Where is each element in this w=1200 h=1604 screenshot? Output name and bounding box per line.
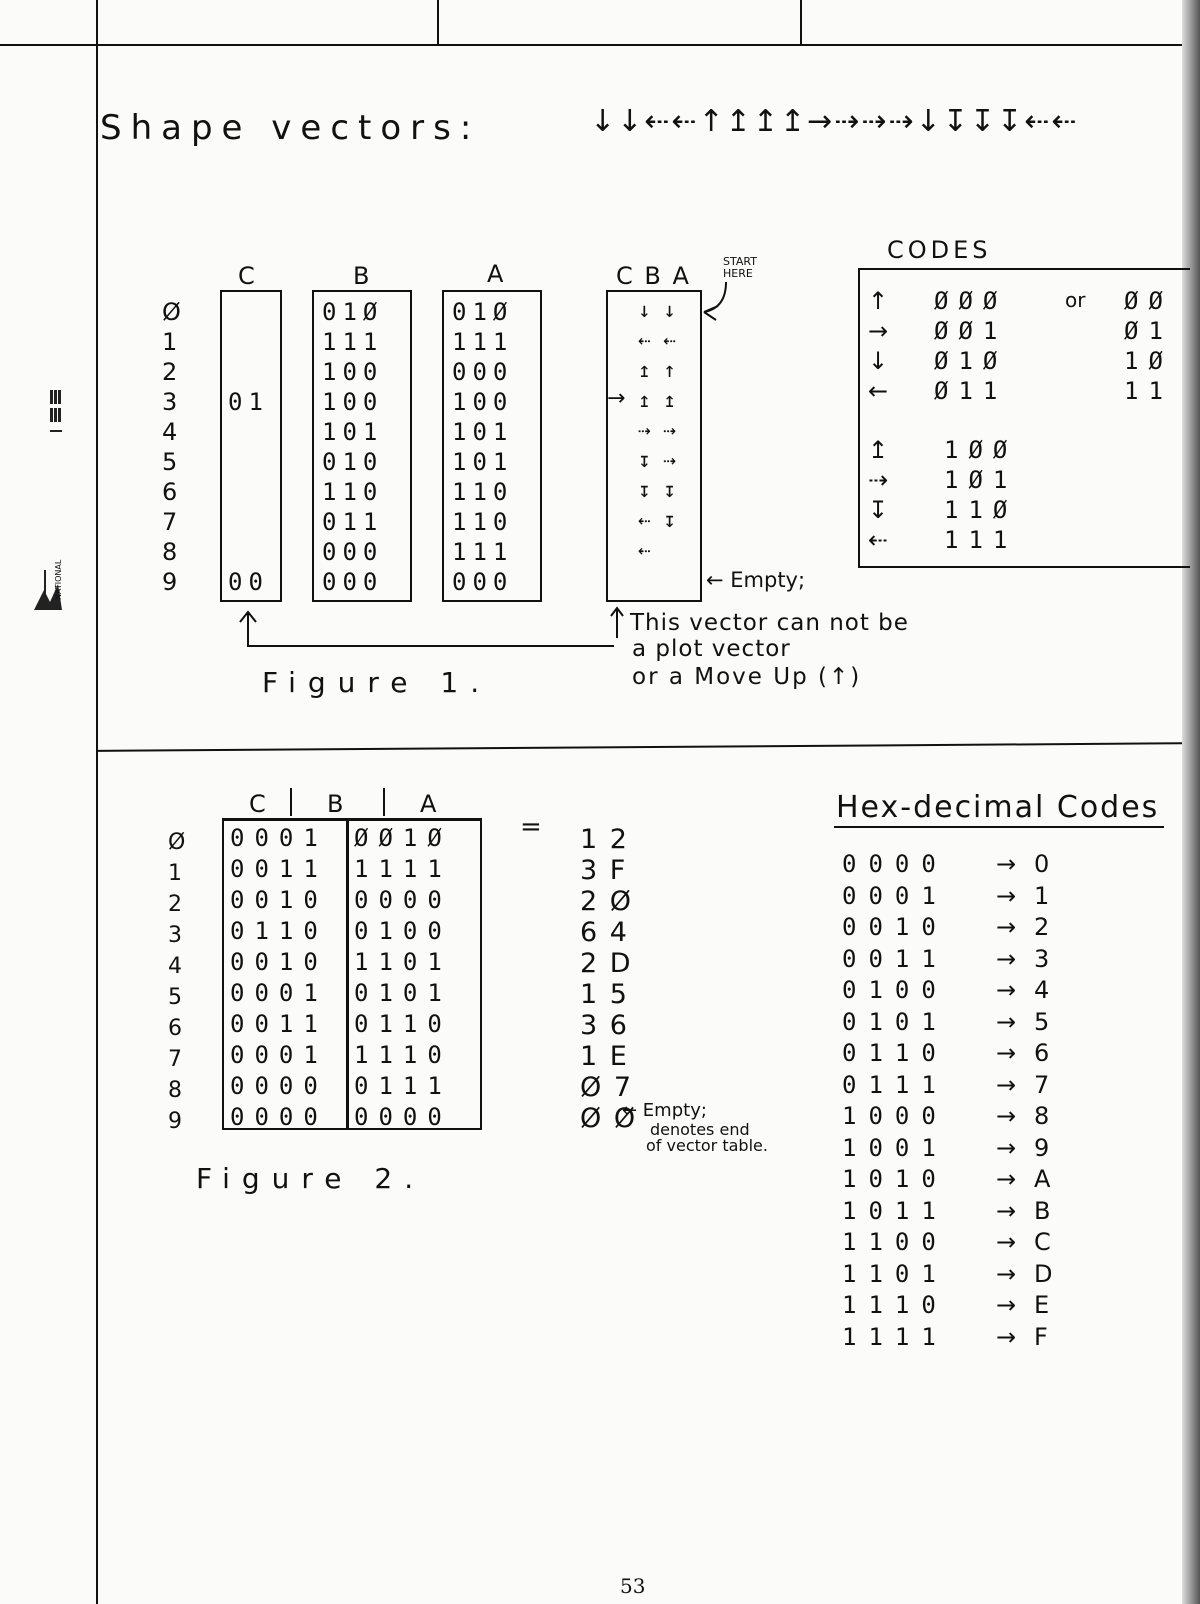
hex-row-hex: 0: [1034, 850, 1050, 878]
fig2-left-cell: 0001: [230, 824, 328, 852]
fig2-left-cell: 0011: [230, 1010, 328, 1038]
hex-row-arrow: →: [996, 1291, 1017, 1319]
fig1-row3-arrow: →: [607, 386, 626, 411]
fig2-hex-value: 2 D: [580, 948, 633, 979]
fig2-equals: =: [520, 812, 542, 842]
fig2-hex-value: 1 E: [580, 1041, 629, 1072]
fig1-col-b-cell: 01Ø: [322, 298, 384, 326]
fig1-col-a-cell: 101: [452, 448, 514, 476]
fig1-col-b-cell: 011: [322, 508, 384, 536]
fig1-col-a-cell: 01Ø: [452, 298, 514, 326]
fig1-row-number: 8: [162, 538, 178, 566]
fig1-col-a-cell: 101: [452, 418, 514, 446]
code-symbol: ⇢: [868, 466, 889, 494]
code-alt-bits: 1Ø: [1124, 347, 1173, 375]
fig2-row-number: 9: [168, 1109, 182, 1134]
fig1-vector-cell: ↧ ⇢: [638, 448, 676, 472]
fig2-hex-value: Ø Ø: [580, 1103, 638, 1134]
hex-row-arrow: →: [996, 1259, 1017, 1288]
code-symbol: ↑: [868, 287, 889, 315]
fig2-right-cell: 1110: [354, 1041, 452, 1069]
fig2-left-cell: 0001: [230, 979, 328, 1007]
hex-row-hex: 2: [1034, 913, 1050, 941]
fig1-col-b-cell: 101: [322, 418, 384, 446]
fig1-vector-cell: ⇠ ⇠: [638, 328, 676, 352]
fig1-col-a-cell: 100: [452, 388, 514, 416]
codes-title: CODES: [887, 236, 992, 264]
fig1-col-a-cell: 000: [452, 358, 514, 386]
fig1-note-3: or a Move Up (↑): [632, 664, 862, 690]
fig2-right-cell: 0000: [354, 886, 452, 914]
fig1-col-b-header: B: [353, 262, 370, 290]
fig2-left-cell: 0001: [230, 1041, 328, 1069]
code-bits: 1Ø1: [944, 466, 1018, 494]
hex-row-hex: 3: [1034, 944, 1050, 973]
hex-row-hex: C: [1034, 1228, 1051, 1256]
hex-row-hex: A: [1034, 1165, 1051, 1193]
fig1-col-a-cell: 110: [452, 478, 514, 506]
fig2-left-cell: 0110: [230, 917, 328, 945]
fig2-header-a: A: [420, 790, 437, 818]
hex-row-arrow: →: [996, 976, 1017, 1004]
hex-row-binary: 0000: [842, 850, 948, 878]
fig2-hex-value: 1 5: [580, 979, 629, 1010]
fig2-right-cell: 0111: [354, 1072, 452, 1100]
fig2-row-number: 5: [168, 985, 182, 1010]
hex-row-arrow: →: [996, 850, 1017, 878]
fig1-start-here: START HERE: [723, 255, 757, 280]
fig1-note-2: a plot vector: [632, 636, 791, 662]
fig2-end-note-1: denotes end: [650, 1120, 750, 1139]
hex-row-binary: 0110: [842, 1039, 948, 1067]
code-symbol: ←: [868, 377, 889, 405]
hex-row-arrow: →: [996, 881, 1017, 910]
fig1-col-c-cell: 00: [228, 568, 269, 596]
fig1-row-number: 3: [162, 388, 178, 416]
fig1-vector-cell: ↥ ↥: [638, 388, 676, 412]
fig2-row-number: 6: [168, 1016, 182, 1041]
fig2-row-number: 4: [168, 954, 182, 979]
fig2-right-cell: ØØ1Ø: [354, 824, 452, 852]
fig2-right-cell: 1111: [354, 855, 452, 883]
fig1-col-b-cell: 100: [322, 358, 384, 386]
hex-row-hex: 6: [1034, 1039, 1050, 1067]
fig2-row-number: 8: [168, 1078, 182, 1103]
fig2-left-cell: 0000: [230, 1103, 328, 1131]
code-symbol: →: [868, 317, 889, 345]
fig1-vector-cell: ↓ ↓: [638, 298, 676, 322]
fig1-col-c-cell: 01: [228, 388, 269, 416]
hex-row-hex: F: [1034, 1322, 1048, 1351]
fig1-col-b-cell: 000: [322, 538, 384, 566]
hex-row-arrow: →: [996, 1102, 1017, 1130]
code-bits: 111: [944, 526, 1018, 554]
fig2-hex-value: 3 F: [580, 855, 628, 886]
hex-row-binary: 0100: [842, 976, 948, 1004]
fig2-hex-value: 2 Ø: [580, 886, 634, 917]
hex-row-binary: 1101: [842, 1259, 948, 1288]
fig1-col-b-cell: 110: [322, 478, 384, 506]
hex-row-binary: 1010: [842, 1165, 948, 1193]
hex-row-hex: 4: [1034, 976, 1050, 1004]
fig1-col-b-cell: 000: [322, 568, 384, 596]
hex-row-binary: 1110: [842, 1291, 948, 1319]
code-bits: 11Ø: [944, 496, 1018, 524]
fig2-right-cell: 1101: [354, 948, 452, 976]
fig1-row-number: 2: [162, 358, 178, 386]
fig1-col-a-header: A: [487, 260, 504, 288]
hex-row-arrow: →: [996, 1165, 1017, 1193]
fig2-hex-value: Ø 7: [580, 1072, 634, 1103]
code-bits: Ø1Ø: [934, 347, 1008, 375]
fig1-empty-note: ← Empty;: [706, 568, 806, 592]
fig2-right-cell: 0100: [354, 917, 452, 945]
hex-row-arrow: →: [996, 944, 1017, 973]
code-bits: Ø11: [934, 377, 1008, 405]
hex-row-binary: 0001: [842, 881, 948, 910]
fig1-vector-cell: ⇠: [638, 538, 651, 562]
hex-row-binary: 1111: [842, 1322, 948, 1351]
hex-row-binary: 0010: [842, 913, 948, 941]
fig1-col-b-cell: 010: [322, 448, 384, 476]
hex-row-hex: 7: [1034, 1070, 1050, 1099]
fig1-col-a-cell: 110: [452, 508, 514, 536]
code-symbol: ↧: [868, 496, 889, 524]
fig1-note-1: This vector can not be: [630, 610, 909, 636]
fig2-header-sep-1: [290, 788, 292, 816]
fig1-row-number: 7: [162, 508, 178, 536]
hex-row-binary: 1011: [842, 1196, 948, 1225]
hex-row-binary: 1001: [842, 1133, 948, 1162]
hex-row-arrow: →: [996, 1133, 1017, 1162]
fig1-row-number: Ø: [162, 298, 181, 326]
fig1-col-c-header: C: [238, 262, 255, 290]
shape-vectors-arrows: ↓↓⇠⇠↑↥↥↥→⇢⇢⇢↓↧↧↧⇠⇠: [590, 104, 1079, 139]
fig1-col-a-cell: 111: [452, 328, 514, 356]
hex-row-binary: 1100: [842, 1228, 948, 1256]
hex-row-hex: E: [1034, 1291, 1050, 1319]
fig1-col-b-cell: 100: [322, 388, 384, 416]
hex-row-hex: 5: [1034, 1007, 1050, 1036]
fig1-vector-cell: ↧ ↧: [638, 478, 676, 502]
fig2-row-number: Ø: [168, 830, 186, 855]
hex-row-binary: 1000: [842, 1102, 948, 1130]
brand-name: NATIONAL: [54, 559, 63, 600]
fig2-row-number: 7: [168, 1047, 182, 1072]
code-bits: ØØØ: [934, 287, 1008, 315]
fig2-header-b: B: [327, 790, 344, 818]
code-symbol: ↥: [868, 436, 889, 464]
fig1-vector-cell: ⇠ ↧: [638, 508, 676, 532]
hex-table-title-underline: [834, 826, 1164, 828]
fig2-right-cell: 0110: [354, 1010, 452, 1038]
hex-row-arrow: →: [996, 1039, 1017, 1067]
fig1-vec-headers: C B A: [616, 262, 691, 290]
fig1-row-number: 1: [162, 328, 178, 356]
hex-row-arrow: →: [996, 1228, 1017, 1256]
fig2-hex-value: 6 4: [580, 917, 629, 948]
fig2-hex-value: 3 6: [580, 1010, 629, 1041]
hex-row-arrow: →: [996, 1322, 1017, 1351]
hex-row-hex: B: [1034, 1196, 1051, 1225]
fig2-header-c: C: [249, 790, 266, 818]
fig2-table-divider: [346, 818, 349, 1130]
fig2-right-cell: 0000: [354, 1103, 452, 1131]
fig2-end-note-2: of vector table.: [646, 1136, 768, 1155]
fig2-row-number: 1: [168, 861, 182, 886]
code-bits: ØØ1: [934, 317, 1008, 345]
fig2-row-number: 2: [168, 892, 182, 917]
code-alt-bits: ØØ: [1124, 287, 1173, 315]
codes-or: or: [1065, 288, 1086, 312]
fig2-left-cell: 0000: [230, 1072, 328, 1100]
fig1-row-number: 6: [162, 478, 178, 506]
hex-row-arrow: →: [996, 1070, 1017, 1099]
code-symbol: ↓: [868, 347, 889, 375]
fig2-header-sep-2: [383, 788, 385, 816]
fig1-vector-cell: ↥ ↑: [638, 358, 676, 382]
hex-row-hex: 1: [1034, 881, 1050, 910]
fig2-table-top: [222, 818, 482, 821]
fig2-right-cell: 0101: [354, 979, 452, 1007]
fig1-vector-cell: ⇢ ⇢: [638, 418, 676, 442]
fig2-left-cell: 0010: [230, 948, 328, 976]
hex-row-arrow: →: [996, 1196, 1017, 1225]
hex-row-arrow: →: [996, 913, 1017, 941]
hex-row-binary: 0111: [842, 1070, 948, 1099]
fig1-col-b-cell: 111: [322, 328, 384, 356]
code-symbol: ⇠: [868, 526, 889, 554]
fig1-col-a-cell: 000: [452, 568, 514, 596]
fig2-caption: Figure 2.: [196, 1162, 426, 1195]
fig1-row-number: 4: [162, 418, 178, 446]
hex-row-hex: 8: [1034, 1102, 1050, 1130]
fig2-left-cell: 0011: [230, 855, 328, 883]
hex-row-arrow: →: [996, 1007, 1017, 1036]
hex-row-hex: D: [1034, 1259, 1053, 1288]
code-alt-bits: Ø1: [1124, 317, 1173, 345]
page-number: 53: [620, 1574, 646, 1598]
hex-table-title: Hex-decimal Codes: [836, 790, 1160, 825]
hex-row-hex: 9: [1034, 1133, 1050, 1162]
fig1-col-a-cell: 111: [452, 538, 514, 566]
hex-row-binary: 0011: [842, 944, 948, 973]
code-alt-bits: 11: [1124, 377, 1173, 405]
shape-vectors-label: Shape vectors:: [100, 108, 481, 148]
fig1-caption: Figure 1.: [262, 666, 492, 699]
code-bits: 1ØØ: [944, 436, 1018, 464]
fig2-empty-note: ← Empty;: [622, 1100, 707, 1121]
fig2-hex-value: 1 2: [580, 824, 629, 855]
fig1-row-number: 9: [162, 568, 178, 596]
fig1-row-number: 5: [162, 448, 178, 476]
fig2-left-cell: 0010: [230, 886, 328, 914]
fig2-row-number: 3: [168, 923, 182, 948]
hex-row-binary: 0101: [842, 1007, 948, 1036]
